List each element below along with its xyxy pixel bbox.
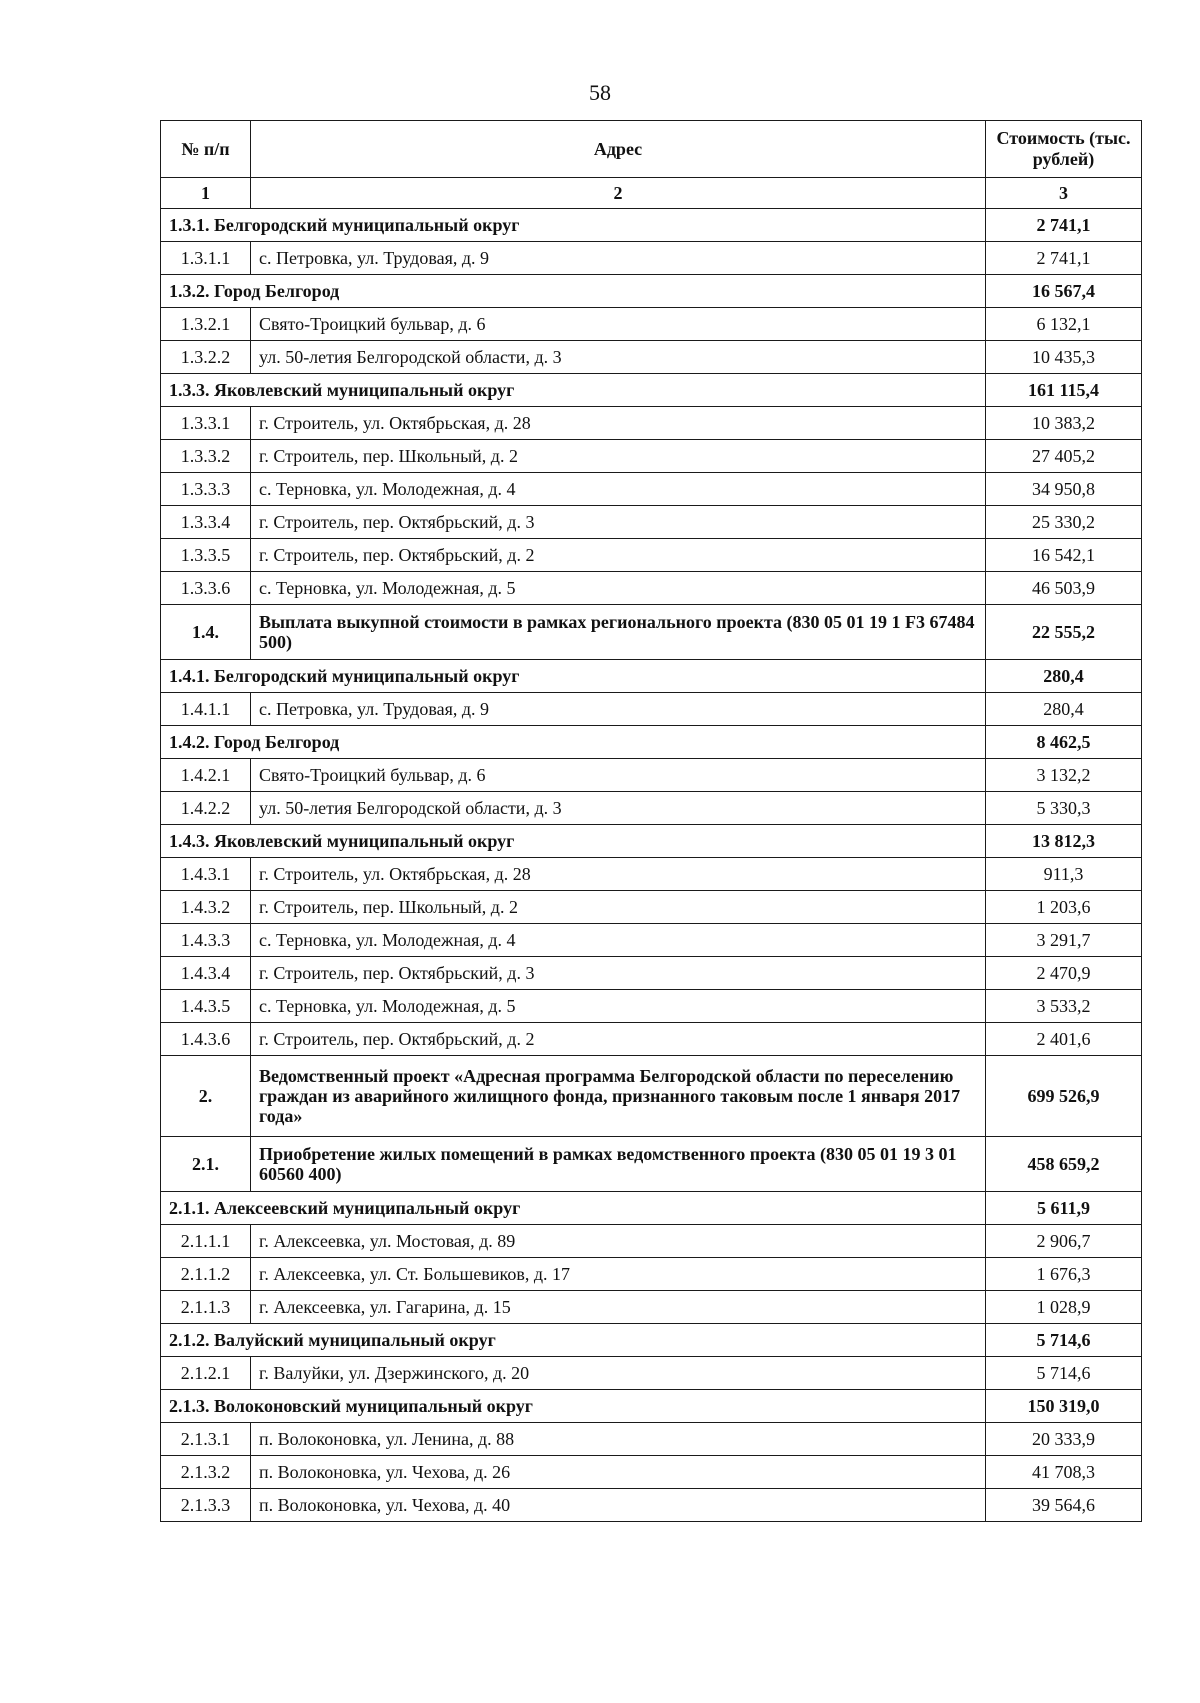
row-number: 1.4.3.5 — [161, 990, 251, 1023]
column-index: 1 — [161, 178, 251, 209]
row-cost: 5 330,3 — [986, 792, 1142, 825]
table-row — [161, 407, 1142, 440]
table-row — [161, 308, 1142, 341]
row-number: 1.3.3.3 — [161, 473, 251, 506]
table-row — [161, 242, 1142, 275]
row-cost: 16 542,1 — [986, 539, 1142, 572]
row-address: г. Валуйки, ул. Дзержинского, д. 20 — [251, 1357, 986, 1390]
group-row — [161, 374, 1142, 407]
row-number: 1.4.3.6 — [161, 1023, 251, 1056]
row-cost: 911,3 — [986, 858, 1142, 891]
section-row — [161, 1137, 1142, 1192]
group-cost: 5 611,9 — [986, 1192, 1142, 1225]
address-cost-table — [160, 120, 1142, 1522]
row-address: г. Строитель, пер. Октябрьский, д. 2 — [251, 1023, 986, 1056]
table-row — [161, 1456, 1142, 1489]
column-index: 3 — [986, 178, 1142, 209]
row-cost: 46 503,9 — [986, 572, 1142, 605]
group-label: 1.3.2. Город Белгород — [161, 275, 986, 308]
table-row — [161, 506, 1142, 539]
row-number: 2.1.3.1 — [161, 1423, 251, 1456]
group-row — [161, 1192, 1142, 1225]
row-number: 1.3.3.2 — [161, 440, 251, 473]
row-cost: 3 291,7 — [986, 924, 1142, 957]
table-row — [161, 891, 1142, 924]
group-row — [161, 825, 1142, 858]
row-address: Свято-Троицкий бульвар, д. 6 — [251, 759, 986, 792]
row-number: 2.1.3.2 — [161, 1456, 251, 1489]
row-cost: 39 564,6 — [986, 1489, 1142, 1522]
table-row — [161, 341, 1142, 374]
header-number: № п/п — [161, 121, 251, 178]
row-cost: 1 028,9 — [986, 1291, 1142, 1324]
column-index: 2 — [251, 178, 986, 209]
group-row — [161, 275, 1142, 308]
row-address: п. Волоконовка, ул. Чехова, д. 26 — [251, 1456, 986, 1489]
row-number: 1.4. — [161, 605, 251, 660]
group-cost: 161 115,4 — [986, 374, 1142, 407]
row-address: ул. 50-летия Белгородской области, д. 3 — [251, 341, 986, 374]
row-cost: 280,4 — [986, 693, 1142, 726]
table-row — [161, 858, 1142, 891]
table-row — [161, 990, 1142, 1023]
table-header-row — [161, 121, 1142, 178]
row-address: с. Терновка, ул. Молодежная, д. 4 — [251, 473, 986, 506]
row-number: 1.3.1.1 — [161, 242, 251, 275]
row-cost: 2 401,6 — [986, 1023, 1142, 1056]
row-number: 2.1.1.3 — [161, 1291, 251, 1324]
row-address: Свято-Троицкий бульвар, д. 6 — [251, 308, 986, 341]
section-row — [161, 605, 1142, 660]
group-row — [161, 209, 1142, 242]
row-address: г. Алексеевка, ул. Мостовая, д. 89 — [251, 1225, 986, 1258]
group-cost: 13 812,3 — [986, 825, 1142, 858]
table-row — [161, 759, 1142, 792]
row-number: 1.3.3.5 — [161, 539, 251, 572]
group-row — [161, 726, 1142, 759]
group-cost: 150 319,0 — [986, 1390, 1142, 1423]
row-address: с. Петровка, ул. Трудовая, д. 9 — [251, 693, 986, 726]
row-cost: 22 555,2 — [986, 605, 1142, 660]
row-cost: 3 533,2 — [986, 990, 1142, 1023]
row-address: г. Строитель, пер. Школьный, д. 2 — [251, 891, 986, 924]
row-number: 2. — [161, 1056, 251, 1137]
group-label: 1.4.3. Яковлевский муниципальный округ — [161, 825, 986, 858]
row-address: п. Волоконовка, ул. Чехова, д. 40 — [251, 1489, 986, 1522]
row-cost: 699 526,9 — [986, 1056, 1142, 1137]
group-cost: 2 741,1 — [986, 209, 1142, 242]
row-address: г. Строитель, пер. Октябрьский, д. 3 — [251, 506, 986, 539]
table-row — [161, 1357, 1142, 1390]
row-number: 1.3.3.1 — [161, 407, 251, 440]
row-cost: 41 708,3 — [986, 1456, 1142, 1489]
row-cost: 2 906,7 — [986, 1225, 1142, 1258]
table-row — [161, 539, 1142, 572]
group-label: 1.4.1. Белгородский муниципальный округ — [161, 660, 986, 693]
row-address: г. Алексеевка, ул. Гагарина, д. 15 — [251, 1291, 986, 1324]
row-number: 2.1.2.1 — [161, 1357, 251, 1390]
row-number: 1.4.3.2 — [161, 891, 251, 924]
row-cost: 20 333,9 — [986, 1423, 1142, 1456]
row-cost: 1 676,3 — [986, 1258, 1142, 1291]
group-cost: 16 567,4 — [986, 275, 1142, 308]
row-number: 1.4.3.4 — [161, 957, 251, 990]
header-cost: Стоимость (тыс. рублей) — [986, 121, 1142, 178]
table-row — [161, 1423, 1142, 1456]
table-row — [161, 1291, 1142, 1324]
table-row — [161, 440, 1142, 473]
row-cost: 1 203,6 — [986, 891, 1142, 924]
row-cost: 25 330,2 — [986, 506, 1142, 539]
row-address: г. Строитель, пер. Школьный, д. 2 — [251, 440, 986, 473]
row-cost: 34 950,8 — [986, 473, 1142, 506]
column-index-row — [161, 178, 1142, 209]
section-row — [161, 1056, 1142, 1137]
row-address: г. Строитель, пер. Октябрьский, д. 3 — [251, 957, 986, 990]
row-number: 2.1.1.1 — [161, 1225, 251, 1258]
row-cost: 5 714,6 — [986, 1357, 1142, 1390]
row-cost: 2 470,9 — [986, 957, 1142, 990]
row-number: 1.4.3.3 — [161, 924, 251, 957]
table-row — [161, 1225, 1142, 1258]
table-row — [161, 572, 1142, 605]
group-cost: 5 714,6 — [986, 1324, 1142, 1357]
row-number: 1.4.2.1 — [161, 759, 251, 792]
row-number: 1.4.2.2 — [161, 792, 251, 825]
row-address: п. Волоконовка, ул. Ленина, д. 88 — [251, 1423, 986, 1456]
row-address: г. Строитель, ул. Октябрьская, д. 28 — [251, 858, 986, 891]
group-cost: 8 462,5 — [986, 726, 1142, 759]
table-row — [161, 924, 1142, 957]
row-cost: 27 405,2 — [986, 440, 1142, 473]
row-cost: 2 741,1 — [986, 242, 1142, 275]
table-row — [161, 693, 1142, 726]
group-label: 1.4.2. Город Белгород — [161, 726, 986, 759]
row-address: г. Строитель, пер. Октябрьский, д. 2 — [251, 539, 986, 572]
group-label: 2.1.2. Валуйский муниципальный округ — [161, 1324, 986, 1357]
group-label: 1.3.1. Белгородский муниципальный округ — [161, 209, 986, 242]
row-number: 1.3.2.1 — [161, 308, 251, 341]
row-address: г. Алексеевка, ул. Ст. Большевиков, д. 17 — [251, 1258, 986, 1291]
table-row — [161, 1023, 1142, 1056]
row-cost: 3 132,2 — [986, 759, 1142, 792]
row-number: 2.1.3.3 — [161, 1489, 251, 1522]
row-number: 2.1. — [161, 1137, 251, 1192]
row-address: Ведомственный проект «Адресная программа Белгородской области по переселению граждан из аварийного жилищного фонда, признанного таковым после 1 января 2017 года» — [251, 1056, 986, 1137]
table-row — [161, 473, 1142, 506]
group-label: 1.3.3. Яковлевский муниципальный округ — [161, 374, 986, 407]
group-row — [161, 660, 1142, 693]
row-number: 1.4.3.1 — [161, 858, 251, 891]
row-cost: 6 132,1 — [986, 308, 1142, 341]
row-address: Выплата выкупной стоимости в рамках регионального проекта (830 05 01 19 1 F3 67484 500) — [251, 605, 986, 660]
row-address: с. Терновка, ул. Молодежная, д. 5 — [251, 572, 986, 605]
group-row — [161, 1390, 1142, 1423]
group-label: 2.1.3. Волоконовский муниципальный округ — [161, 1390, 986, 1423]
row-cost: 10 435,3 — [986, 341, 1142, 374]
row-number: 1.3.2.2 — [161, 341, 251, 374]
row-address: с. Терновка, ул. Молодежная, д. 4 — [251, 924, 986, 957]
row-cost: 458 659,2 — [986, 1137, 1142, 1192]
row-address: с. Петровка, ул. Трудовая, д. 9 — [251, 242, 986, 275]
group-label: 2.1.1. Алексеевский муниципальный округ — [161, 1192, 986, 1225]
page-number: 58 — [589, 80, 611, 105]
row-address: ул. 50-летия Белгородской области, д. 3 — [251, 792, 986, 825]
group-row — [161, 1324, 1142, 1357]
table-row — [161, 1489, 1142, 1522]
table-row — [161, 792, 1142, 825]
table-row — [161, 1258, 1142, 1291]
row-number: 1.3.3.4 — [161, 506, 251, 539]
row-cost: 10 383,2 — [986, 407, 1142, 440]
row-address: Приобретение жилых помещений в рамках ведомственного проекта (830 05 01 19 3 01 60560 400) — [251, 1137, 986, 1192]
header-address: Адрес — [251, 121, 986, 178]
row-address: с. Терновка, ул. Молодежная, д. 5 — [251, 990, 986, 1023]
row-number: 1.4.1.1 — [161, 693, 251, 726]
row-number: 1.3.3.6 — [161, 572, 251, 605]
table-body — [161, 209, 1142, 1522]
row-number: 2.1.1.2 — [161, 1258, 251, 1291]
row-address: г. Строитель, ул. Октябрьская, д. 28 — [251, 407, 986, 440]
table-row — [161, 957, 1142, 990]
group-cost: 280,4 — [986, 660, 1142, 693]
